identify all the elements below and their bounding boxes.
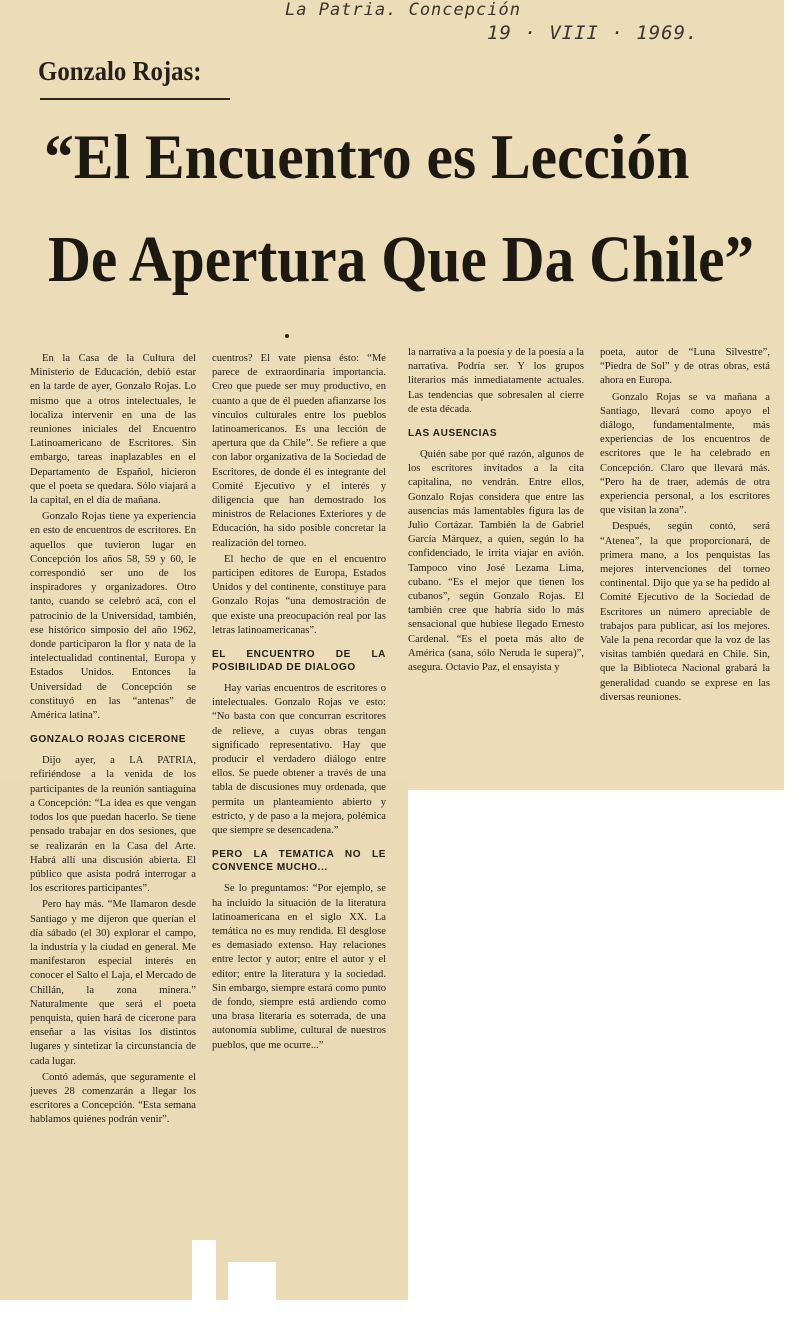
paragraph: Quién sabe por qué razón, algunos de los escritores invitados a la cita capitalina, no vendrán. Entre ellos, Gonzalo Rojas considera que entre las ausencias más lamentables figura las de Julio Cortázar. También la de Gabriel García Márquez, a quien, según lo ha confidenciado, le irrita viajar en avión. Tampoco vino José Lezama Lima, cubano. “Es el mejor que tienen los cubanos”, según Gonzalo Rojas. El también cree que habría sido lo más sensacional que hubiese llegado Ernesto Cardenal. “Es el poeta más alto de América (sana, sólo Neruda le supera)”, asegura. Octavio Paz, el ensayista y: [408, 449, 584, 674]
paragraph: la narrativa a la poesía y de la poesía a la narrativa. Podría ser. Y los grupos literarios más inmediatamente actuales. Las tendencias que sobresalen al cierre de esta década.: [408, 347, 584, 415]
headline-line-2: De Apertura Que Da Chile”: [48, 223, 755, 296]
paragraph: Hay varias encuentros de escritores o intelectuales. Gonzalo Rojas ve esto: “No basta con que concurran escritores de relieve, a cuyas obras tengan significado representativo. Hay que producir el verdadero diálogo entre ellos. Se puede obtener a través de una tabla de discusiones muy ordenada, que permita un planteamiento abierto y estricto, y de paso a la mejora, polémica que siempre se desencadena.”: [212, 683, 386, 837]
article-column-1: [30, 352, 196, 1298]
separator-dot: [285, 334, 289, 338]
subheading: PERO LA TEMATICA NO LE CONVENCE MUCHO...: [212, 849, 386, 874]
paragraph: Gonzalo Rojas tiene ya experiencia en esto de encuentros de escritores. En aquellos que tuvieron lugar en Concepción los años 58, 59 y 60, le correspondió ser uno de los inspiradores y organizadores. Otro tanto, cuando se celebró acá, con el patrocinio de la Universidad, también, ese histórico simposio del año 1962, donde participaron la flor y nata de la intelectualidad continental, Europa y Estados Unidos. Entonces la Universidad de Concepción se constituyó en las “antenas” de América latina”.: [30, 511, 196, 722]
article-column-2: [212, 352, 386, 1297]
paragraph: poeta, autor de “Luna Silvestre”, “Piedra de Sol” y de otras obras, está ahora en Europa.: [600, 347, 770, 387]
headline-line-1: “El Encuentro es Lección: [44, 121, 690, 192]
paragraph: Pero hay más. “Me llamaron desde Santiago y me dijeron que querían el día sábado (el 30) explorar el campo, la industria y la ciudad en general. Me manifestaron especial interés en conocer el Salto el Laja, el Mercado de Chillán, la zona minera.” Naturalmente que será el poeta penquista, quien hará de cicerone para enseñar a las visitas los distintos lugares y sintetizar la circunstancia de cada lugar.: [30, 899, 196, 1067]
article-column-3: [408, 346, 584, 776]
subheading: LAS AUSENCIAS: [408, 428, 498, 440]
paragraph: Gonzalo Rojas se va mañana a Santiago, llevará como apoyo el diálogo, fundamentalmente, más experiencias de los encuentros de escritores que le ha celebrado en Concepción. Claro que llevará más. “Pero ha de traer, además de otra experiencia personal, a los escritores que visitan la zona”.: [600, 391, 770, 517]
byline: Gonzalo Rojas:: [38, 56, 202, 86]
paragraph: Se lo preguntamos: “Por ejemplo, se ha incluido la situación de la literatura latinoamericana en el siglo XX. La temática no es muy rendida. El desglose es demasiado extenso. Hay relaciones entre lector y autor; entre el autor y el editor; entre la literatura y la sociedad. Sin embargo, siempre estará como punto de fondo, siempre está ardiendo como una brasa literaria es soterrada, de una autonomía sublime, cultural de nuestros pueblos, que me ocurre...”: [212, 883, 386, 1051]
paragraph: cuentros? El vate piensa ésto: “Me parece de extraordinaria importancia. Creo que puede ser muy productivo, en cuanto a que de él pueden afianzarse los vínculos culturales entre los pueblos latinoamericanos. Es una lección de apertura que da Chile”. Se refiere a que con labor organizativa de la Sociedad de Escritores, de donde él es integrante del Comité Ejecutivo y el interés y diligencia que han demostrado los ministros de Relaciones Exteriores y de Educación, ha sido posible concretar la realización del torneo.: [212, 353, 386, 549]
byline-divider: [40, 98, 230, 100]
subheading: GONZALO ROJAS CICERONE: [30, 734, 186, 746]
handwritten-source-note: La Patria. Concepción: [285, 0, 521, 20]
article-column-4: [600, 346, 770, 776]
paragraph: Dijo ayer, a LA PATRIA, refiriéndose a la venida de los participantes de la reunión santiaguina a Concepción: “La idea es que vengan todos los que puedan hacerlo. Se tiene pensado trabajar en dos sesiones, que se realizarán en la Casa del Arte. Habrá allí una discusión abierta. El público que asista podrá interrogar a los escritores participantes”.: [30, 755, 196, 895]
subheading: EL ENCUENTRO DE LA POSIBILIDAD DE DIALOGO: [212, 649, 386, 674]
paragraph: Contó además, que seguramente el jueves 28 comenzarán a llegar los escritores a Concepción. “Esta semana hablamos quiénes podrán venir”.: [30, 1071, 196, 1126]
paragraph: Después, según contó, será “Atenea”, la que proporcionará, de primera mano, a los penquistas las mejores intervenciones del torneo continental. Dijo que ya se ha pedido al Comité Ejecutivo de la Sociedad de Escritores un número apreciable de trabajos para publicar, así los mejores. Vale la pena recordar que la voz de las visitas también quedará en Chile. Sin, que la Biblioteca Nacional grabará la generalidad cuando se exprese en las diversas reuniones.: [600, 521, 770, 703]
paragraph: El hecho de que en el encuentro participen editores de Europa, Estados Unidos y del continente, constituye para Gonzalo Rojas “una demostración de que existe una preocupación real por las letras latinoamericanas”.: [212, 553, 386, 636]
handwritten-date-note: 19 · VIII · 1969.: [487, 22, 699, 44]
paragraph: En la Casa de la Cultura del Ministerio de Educación, debió estar en la tarde de ayer, Gonzalo Rojas. Lo mismo que a otros intelectuales, le localiza intervenir en una de las reuniones iniciales del Encuentro Latinoamericano de Escritores. Sin embargo, tareas inaplazables en el Departamento de Español, hicieron que el poeta se quedara. Sólo viajará a la capital, en el día de mañana.: [30, 353, 196, 507]
